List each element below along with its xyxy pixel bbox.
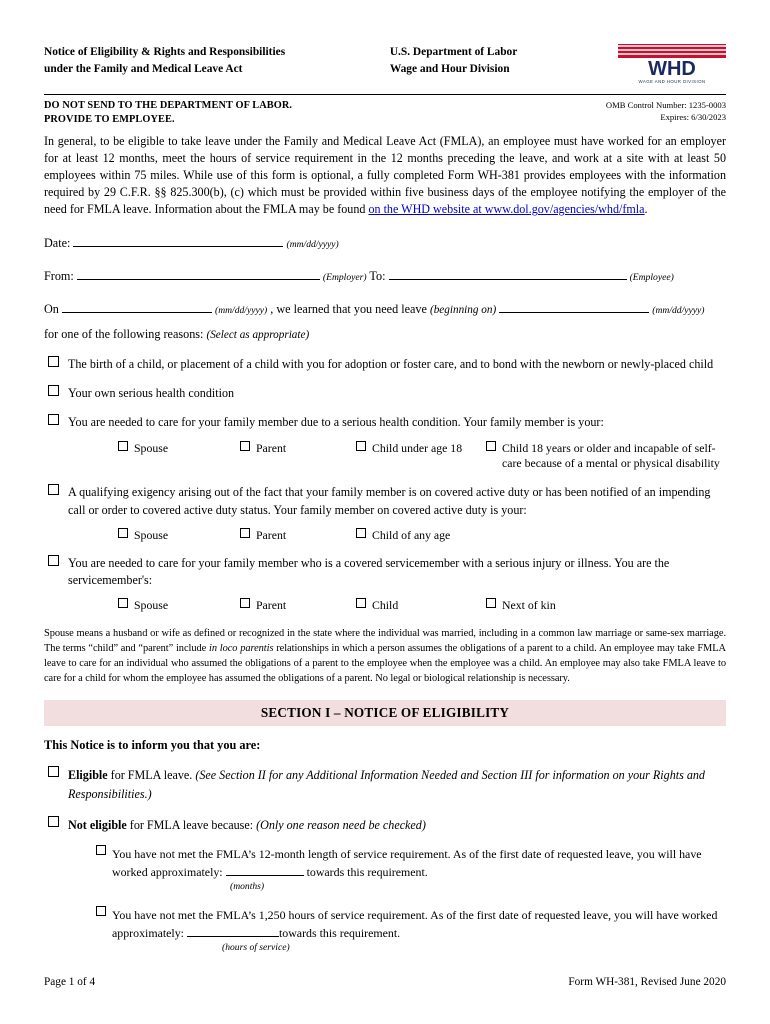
checkbox-parent-health[interactable] bbox=[240, 441, 250, 451]
whd-website-link[interactable]: on the WHD website at www.dol.gov/agencies/whd/fmla bbox=[368, 202, 645, 217]
not-eligible-reason-12-month[interactable] bbox=[44, 845, 726, 895]
reason-birth-placement-label: The birth of a child, or placement of a child with you for adoption or foster care, and to bond with the newborn or newly-placed child bbox=[68, 357, 714, 372]
option-parent-health[interactable] bbox=[240, 441, 356, 473]
date-input[interactable] bbox=[73, 234, 283, 247]
checkbox-parent-servicemember[interactable] bbox=[240, 598, 250, 608]
whd-logo-icon bbox=[618, 44, 726, 84]
svg-text:WAGE AND HOUR DIVISION: WAGE AND HOUR DIVISION bbox=[638, 79, 706, 84]
eligible-option[interactable] bbox=[44, 766, 726, 802]
not-eligible-italic-note: (Only one reason need be checked) bbox=[256, 817, 426, 832]
employee-hint: (Employee) bbox=[629, 272, 674, 284]
reasons-row bbox=[44, 325, 726, 344]
intro-text-after-link: . bbox=[644, 202, 648, 217]
checkbox-birth-placement[interactable] bbox=[48, 356, 59, 367]
checkbox-not-eligible[interactable] bbox=[48, 816, 59, 827]
leave-notice-row bbox=[44, 300, 726, 319]
reasons-hint: (Select as appropriate) bbox=[206, 329, 310, 342]
checkbox-own-health[interactable] bbox=[48, 385, 59, 396]
option-child-18-or-older[interactable] bbox=[486, 441, 726, 473]
on-date-input[interactable] bbox=[62, 300, 212, 313]
omb-control-number: OMB Control Number: 1235-0003 bbox=[605, 100, 726, 110]
exigency-options bbox=[44, 528, 726, 543]
not-eligible-option[interactable] bbox=[44, 816, 726, 834]
option-parent-servicemember-label: Parent bbox=[256, 598, 287, 613]
checkbox-next-of-kin[interactable] bbox=[486, 598, 496, 608]
checkbox-child-any-age[interactable] bbox=[356, 528, 366, 538]
reason-covered-servicemember-label: You are needed to care for your family member who is a covered servicemember with a serious injury or illness. You are the servicemember's: bbox=[68, 555, 670, 587]
checkbox-qualifying-exigency[interactable] bbox=[48, 484, 59, 495]
checkbox-family-health[interactable] bbox=[48, 414, 59, 425]
notice-inform-heading: This Notice is to inform you that you are: bbox=[44, 738, 261, 753]
checkbox-parent-exigency[interactable] bbox=[240, 528, 250, 538]
checkbox-spouse-exigency[interactable] bbox=[118, 528, 128, 538]
agency-line1: U.S. Department of Labor bbox=[389, 46, 518, 58]
option-child-any-age[interactable] bbox=[356, 528, 450, 543]
option-parent-exigency[interactable] bbox=[240, 528, 356, 543]
option-child-18-or-older-label: Child 18 years or older and incapable of self-care because of a mental or physical disability bbox=[502, 440, 720, 471]
reason-1250-hours-tail: towards this requirement. bbox=[278, 926, 401, 941]
checkbox-covered-servicemember[interactable] bbox=[48, 555, 59, 566]
not-eligible-reason-1250-hours[interactable] bbox=[44, 906, 726, 957]
option-child-servicemember-label: Child bbox=[372, 598, 399, 613]
employer-input[interactable] bbox=[77, 267, 320, 280]
reason-own-health[interactable] bbox=[44, 385, 726, 402]
in-loco-parentis-term: in loco parentis bbox=[208, 643, 274, 655]
option-next-of-kin-label: Next of kin bbox=[502, 598, 556, 613]
not-eligible-rest-label: for FMLA leave because: bbox=[126, 817, 257, 832]
notice-bar bbox=[44, 94, 726, 127]
eligible-rest-label: for FMLA leave. bbox=[107, 768, 196, 783]
not-eligible-text bbox=[68, 816, 726, 834]
from-label: From: bbox=[44, 269, 74, 284]
months-hint: (months) bbox=[230, 880, 265, 892]
date-label: Date: bbox=[44, 235, 71, 250]
option-child-servicemember[interactable] bbox=[356, 598, 486, 613]
not-eligible-bold-label: Not eligible bbox=[68, 817, 127, 832]
servicemember-options bbox=[44, 598, 726, 613]
option-parent-exigency-label: Parent bbox=[256, 527, 287, 542]
intro-text-before-link: In general, to be eligible to take leave under the Family and Medical Leave Act (FMLA), an employee must have worked for an employer for at least 12 months, meet the hours of service requirement in the 12 months preceding the leave, and work at a site with at least 50 employees within 75 miles. While use of this form is optional, a fully completed Form WH-381 provides employees with the information required by 29 C.F.R. §§ 825.300(b), (c) which must be provided within five business days of the employee notifying the employer of the need for FMLA leave. Information about the FMLA may be found bbox=[44, 133, 726, 217]
checkbox-spouse-health[interactable] bbox=[118, 441, 128, 451]
reason-1250-hours-label: You have not met the FMLA’s 1,250 hours of service requirement. As of the first date of requested leave, you will have worked approximately: bbox=[112, 907, 718, 941]
reason-qualifying-exigency-label: A qualifying exigency arising out of the fact that your family member is on covered active duty or has been notified of an impending call or order to covered active duty status. Your family member on covered active duty is your: bbox=[68, 485, 711, 517]
eligible-italic-note: (See Section II for any Additional Information Needed and Section III for information on your Rights and Responsibilities.) bbox=[68, 768, 705, 801]
option-parent-health-label: Parent bbox=[256, 440, 287, 455]
eligible-bold-label: Eligible bbox=[68, 768, 108, 783]
from-to-row bbox=[44, 267, 726, 285]
option-spouse-servicemember[interactable] bbox=[118, 598, 240, 613]
reason-1250-hours-text bbox=[112, 906, 726, 957]
option-parent-servicemember[interactable] bbox=[240, 598, 356, 613]
spouse-definition-part2: relationships in which a person assumes the obligations of a parent to a child. An employee may take FMLA leave to care for an individual who assumed the obligations of a parent to the employee when the employee was a child. An employee may also take FMLA leave to care for a child for whom the employee has assumed the obligations of a parent. No legal or biological relationship is necessary. bbox=[44, 643, 726, 685]
reason-12-month-tail: towards this requirement. bbox=[303, 865, 428, 880]
hours-of-service-hint: (hours of service) bbox=[222, 942, 290, 954]
employer-hint: (Employer) bbox=[322, 272, 367, 284]
reason-12-month-label: You have not met the FMLA’s 12-month length of service requirement. As of the first date of requested leave, you will have worked approximately: bbox=[112, 846, 702, 880]
reason-covered-servicemember[interactable] bbox=[44, 555, 726, 589]
form-title-line2: under the Family and Medical Leave Act bbox=[44, 62, 243, 75]
checkbox-1250-hours-requirement[interactable] bbox=[96, 906, 106, 916]
do-not-send-notice bbox=[44, 99, 292, 127]
date-hint: (mm/dd/yyyy) bbox=[286, 238, 339, 250]
hours-input[interactable] bbox=[187, 924, 279, 937]
beginning-date-hint: (mm/dd/yyyy) bbox=[652, 305, 705, 317]
on-date-hint: (mm/dd/yyyy) bbox=[215, 305, 268, 317]
reason-12-month-text bbox=[112, 845, 726, 895]
page-header bbox=[44, 44, 726, 84]
family-member-options bbox=[44, 441, 726, 473]
option-child-any-age-label: Child of any age bbox=[372, 527, 451, 542]
beginning-on-hint: (beginning on) bbox=[429, 304, 497, 317]
option-spouse-servicemember-label: Spouse bbox=[134, 598, 169, 613]
checkbox-child-servicemember[interactable] bbox=[356, 598, 366, 608]
reason-family-health-label: You are needed to care for your family member due to a serious health condition. Your family member is your: bbox=[68, 415, 604, 430]
omb-expiration: Expires: 6/30/2023 bbox=[660, 112, 726, 123]
checkbox-child-18-or-older[interactable] bbox=[486, 441, 496, 451]
option-spouse-exigency[interactable] bbox=[118, 528, 240, 543]
learned-text: , we learned that you need leave bbox=[270, 302, 427, 317]
reason-birth-placement[interactable] bbox=[44, 356, 726, 373]
svg-text:WHD: WHD bbox=[648, 58, 696, 80]
spouse-definition-paragraph bbox=[44, 626, 726, 686]
option-spouse-health[interactable] bbox=[118, 441, 240, 473]
reason-own-health-label: Your own serious health condition bbox=[68, 386, 235, 401]
months-input[interactable] bbox=[226, 863, 304, 876]
checkbox-child-under-18[interactable] bbox=[356, 441, 366, 451]
option-spouse-health-label: Spouse bbox=[134, 440, 169, 455]
checkbox-spouse-servicemember[interactable] bbox=[118, 598, 128, 608]
do-not-send-line1: DO NOT SEND TO THE DEPARTMENT OF LABOR. bbox=[44, 100, 293, 111]
on-label: On bbox=[44, 302, 59, 317]
checkbox-12-month-requirement[interactable] bbox=[96, 845, 106, 855]
to-label: To: bbox=[369, 269, 386, 284]
option-next-of-kin[interactable] bbox=[486, 598, 556, 613]
beginning-date-input[interactable] bbox=[499, 300, 649, 313]
reason-family-health[interactable] bbox=[44, 414, 726, 431]
form-title-line1: Notice of Eligibility & Rights and Responsibilities bbox=[44, 46, 286, 58]
spouse-definition-part1: Spouse means a husband or wife as defined or recognized in the state where the individual was married, including in a common law marriage or same-sex marriage. The terms “child” and “parent” include bbox=[44, 628, 726, 655]
section-1-banner: SECTION I – NOTICE OF ELIGIBILITY bbox=[44, 700, 726, 726]
option-spouse-exigency-label: Spouse bbox=[134, 527, 169, 542]
page-number: Page 1 of 4 bbox=[44, 976, 96, 988]
intro-paragraph bbox=[44, 133, 726, 219]
omb-block bbox=[606, 99, 726, 123]
option-child-under-18-label: Child under age 18 bbox=[372, 440, 463, 455]
date-field-row bbox=[44, 234, 726, 252]
reasons-text: for one of the following reasons: bbox=[44, 327, 204, 342]
checkbox-eligible[interactable] bbox=[48, 766, 59, 777]
form-title bbox=[44, 44, 285, 77]
form-revision: Form WH-381, Revised June 2020 bbox=[568, 976, 726, 988]
agency-line2: Wage and Hour Division bbox=[389, 62, 510, 75]
agency-name bbox=[390, 44, 518, 77]
provide-to-employee-line: PROVIDE TO EMPLOYEE. bbox=[44, 113, 175, 125]
employee-input[interactable] bbox=[389, 267, 627, 280]
option-child-under-18[interactable] bbox=[356, 441, 486, 473]
eligible-text bbox=[68, 766, 726, 802]
page-footer bbox=[44, 976, 726, 988]
reason-qualifying-exigency[interactable] bbox=[44, 484, 726, 518]
